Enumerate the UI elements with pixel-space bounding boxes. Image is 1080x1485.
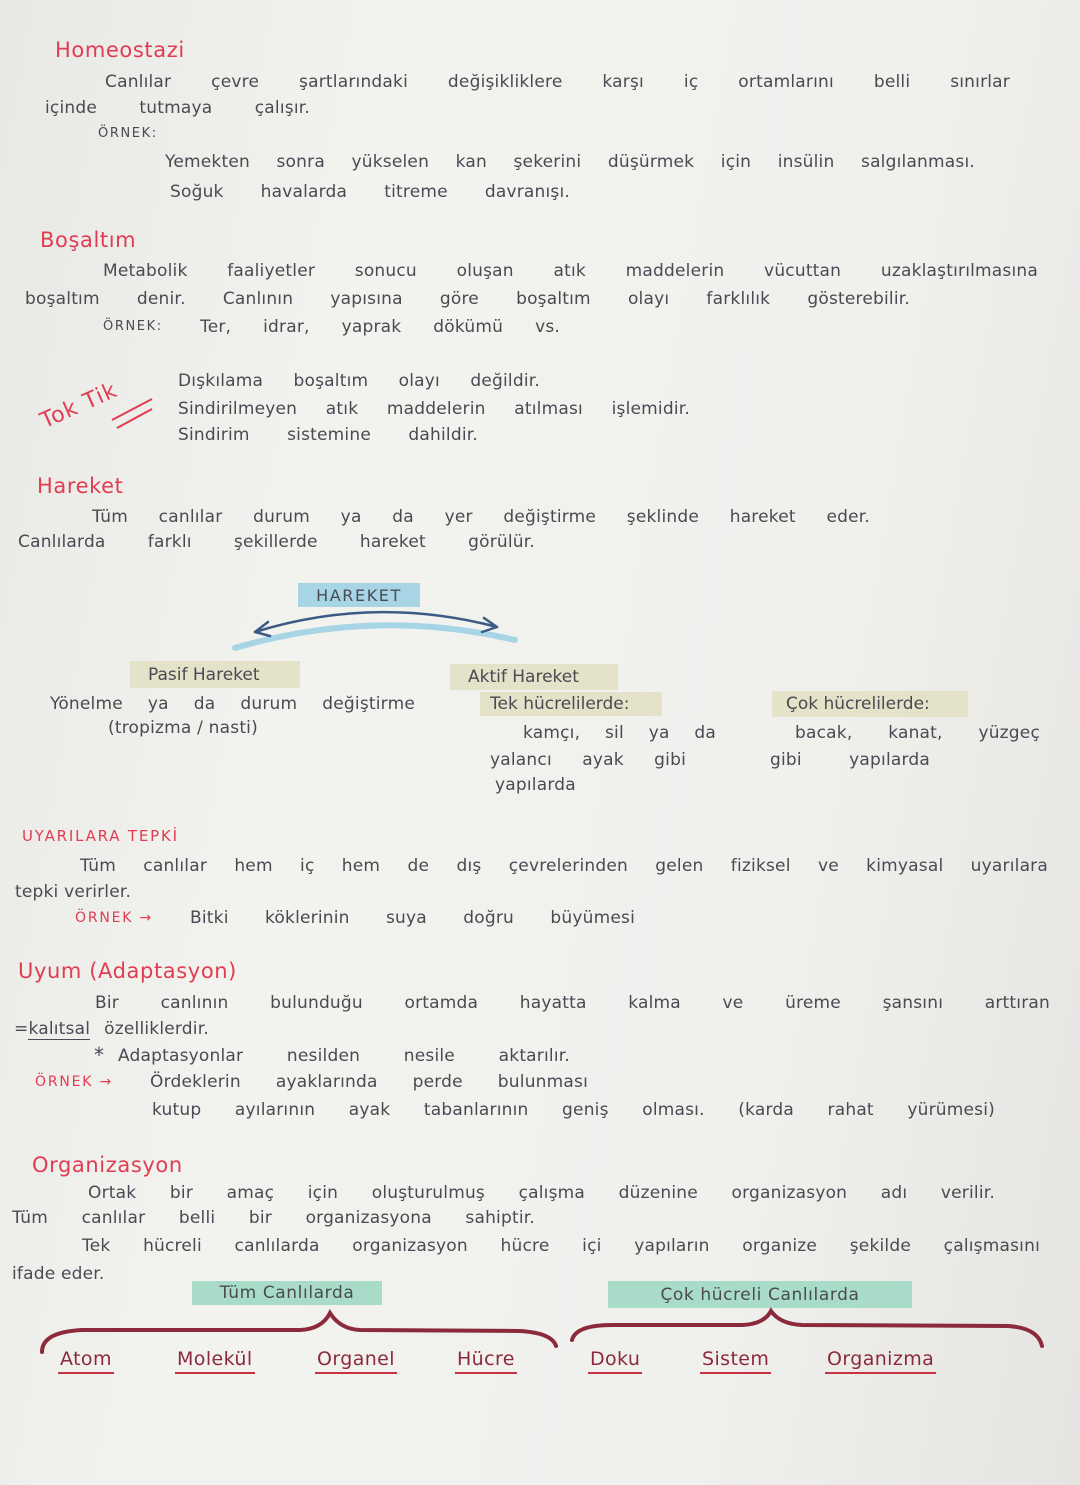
uyum-example-1: Ördeklerin ayaklarında perde bulunması <box>150 1072 588 1092</box>
homeostazi-example-label: ÖRNEK: <box>98 126 158 141</box>
homeostazi-example-2: Soğuk havalarda titreme davranışı. <box>170 182 570 202</box>
bosaltim-definition-line-2: boşaltım denir. Canlının yapısına göre boşaltım olayı farklılık gösterebilir. <box>25 289 910 309</box>
uyum-note: Adaptasyonlar nesilden nesile aktarılır. <box>118 1046 570 1066</box>
uyum-key-word: kalıtsal <box>28 1019 91 1039</box>
bosaltim-definition-line-1: Metabolik faaliyetler sonucu oluşan atık maddelerin vücuttan uzaklaştırılmasına <box>103 261 1038 281</box>
active-unicellular-label: Tek hücrelilerde: <box>480 692 662 716</box>
level-organizma: Organizma <box>825 1347 936 1374</box>
uyarilara-tepki-example-label: ÖRNEK → <box>75 910 154 926</box>
unicellular-line-1: kamçı, sil ya da <box>523 723 716 743</box>
passive-description-line-1: Yönelme ya da durum değiştirme <box>50 694 415 714</box>
level-organel: Organel <box>315 1347 397 1374</box>
diagram-branch-arrows <box>220 585 530 660</box>
organizasyon-line-1: Ortak bir amaç için oluşturulmuş çalışma düzenine organizasyon adı verilir. <box>88 1183 995 1203</box>
bosaltim-example-label: ÖRNEK: <box>103 319 163 334</box>
diagram-root-hareket: HAREKET <box>298 583 420 607</box>
section-title-uyarilara-tepki: UYARILARA TEPKİ <box>22 827 179 845</box>
hareket-definition-line-2: Canlılarda farklı şekillerde hareket görülür. <box>18 532 535 552</box>
unicellular-line-3: yapılarda <box>495 775 576 795</box>
uyum-definition-line-1: Bir canlının bulunduğu ortamda hayatta kalma ve üreme şansını arttıran <box>95 993 1050 1013</box>
unicellular-line-2: yalancı ayak gibi <box>490 750 686 770</box>
level-doku: Doku <box>588 1347 642 1374</box>
homeostazi-example-1: Yemekten sonra yükselen kan şekerini düşürmek için insülin salgılanması. <box>165 152 975 172</box>
uyum-example-2: kutup ayılarının ayak tabanlarının geniş olması. (karda rahat yürümesi) <box>152 1100 995 1120</box>
uyum-definition-line-2 <box>14 1017 334 1041</box>
active-multicellular-label: Çok hücrelilerde: <box>772 691 968 717</box>
section-title-homeostazi: Homeostazi <box>55 38 185 62</box>
organizasyon-line-3: Tek hücreli canlılarda organizasyon hücre içi yapıların organize şekilde çalışmasını <box>82 1236 1040 1256</box>
homeostazi-definition-line-1: Canlılar çevre şartlarındaki değişikliklere karşı iç ortamlarını belli sınırlar <box>105 72 1010 92</box>
organizasyon-line-2: Tüm canlılar belli bir organizasyona sahiptir. <box>12 1208 535 1228</box>
group-label-all-organisms: Tüm Canlılarda <box>192 1281 382 1305</box>
section-title-bosaltim: Boşaltım <box>40 228 137 252</box>
star-icon: * <box>94 1043 104 1067</box>
diagram-active-label: Aktif Hareket <box>450 664 618 690</box>
homeostazi-definition-line-2: içinde tutmaya çalışır. <box>45 98 310 118</box>
uyarilara-tepki-example-text: Bitki köklerinin suya doğru büyümesi <box>190 908 635 928</box>
tip-line-3: Sindirim sistemine dahildir. <box>178 425 478 445</box>
hareket-definition-line-1: Tüm canlılar durum ya da yer değiştirme şeklinde hareket eder. <box>92 507 870 527</box>
uyarilara-tepki-line-1: Tüm canlılar hem iç hem de dış çevrelerinden gelen fiziksel ve kimyasal uyarılara <box>80 856 1048 876</box>
section-title-hareket: Hareket <box>37 474 124 498</box>
level-atom: Atom <box>58 1347 114 1374</box>
section-title-organizasyon: Organizasyon <box>32 1153 183 1177</box>
level-molekul: Molekül <box>175 1347 255 1374</box>
uyum-marker: = <box>14 1019 29 1039</box>
tip-label: Tok Tik <box>36 377 122 434</box>
diagram-passive-label: Pasif Hareket <box>130 661 300 688</box>
bosaltim-example-text: Ter, idrar, yaprak dökümü vs. <box>200 317 560 337</box>
level-hucre: Hücre <box>455 1347 517 1374</box>
uyarilara-tepki-line-2: tepki verirler. <box>15 882 132 902</box>
section-title-uyum: Uyum (Adaptasyon) <box>18 959 237 983</box>
uyum-example-label: ÖRNEK → <box>35 1074 114 1090</box>
group-label-multicellular: Çok hücreli Canlılarda <box>608 1281 912 1308</box>
tip-line-1: Dışkılama boşaltım olayı değildir. <box>178 371 540 391</box>
tip-strike-marks <box>0 0 1 1</box>
passive-description-line-2: (tropizma / nasti) <box>108 718 258 738</box>
organizasyon-line-4: ifade eder. <box>12 1264 105 1284</box>
multicellular-line-1: bacak, kanat, yüzgeç <box>795 723 1040 743</box>
multicellular-line-2: gibi yapılarda <box>770 750 930 770</box>
level-sistem: Sistem <box>700 1347 771 1374</box>
uyum-definition-rest: özelliklerdir. <box>104 1019 209 1039</box>
tip-line-2: Sindirilmeyen atık maddelerin atılması işlemidir. <box>178 399 690 419</box>
